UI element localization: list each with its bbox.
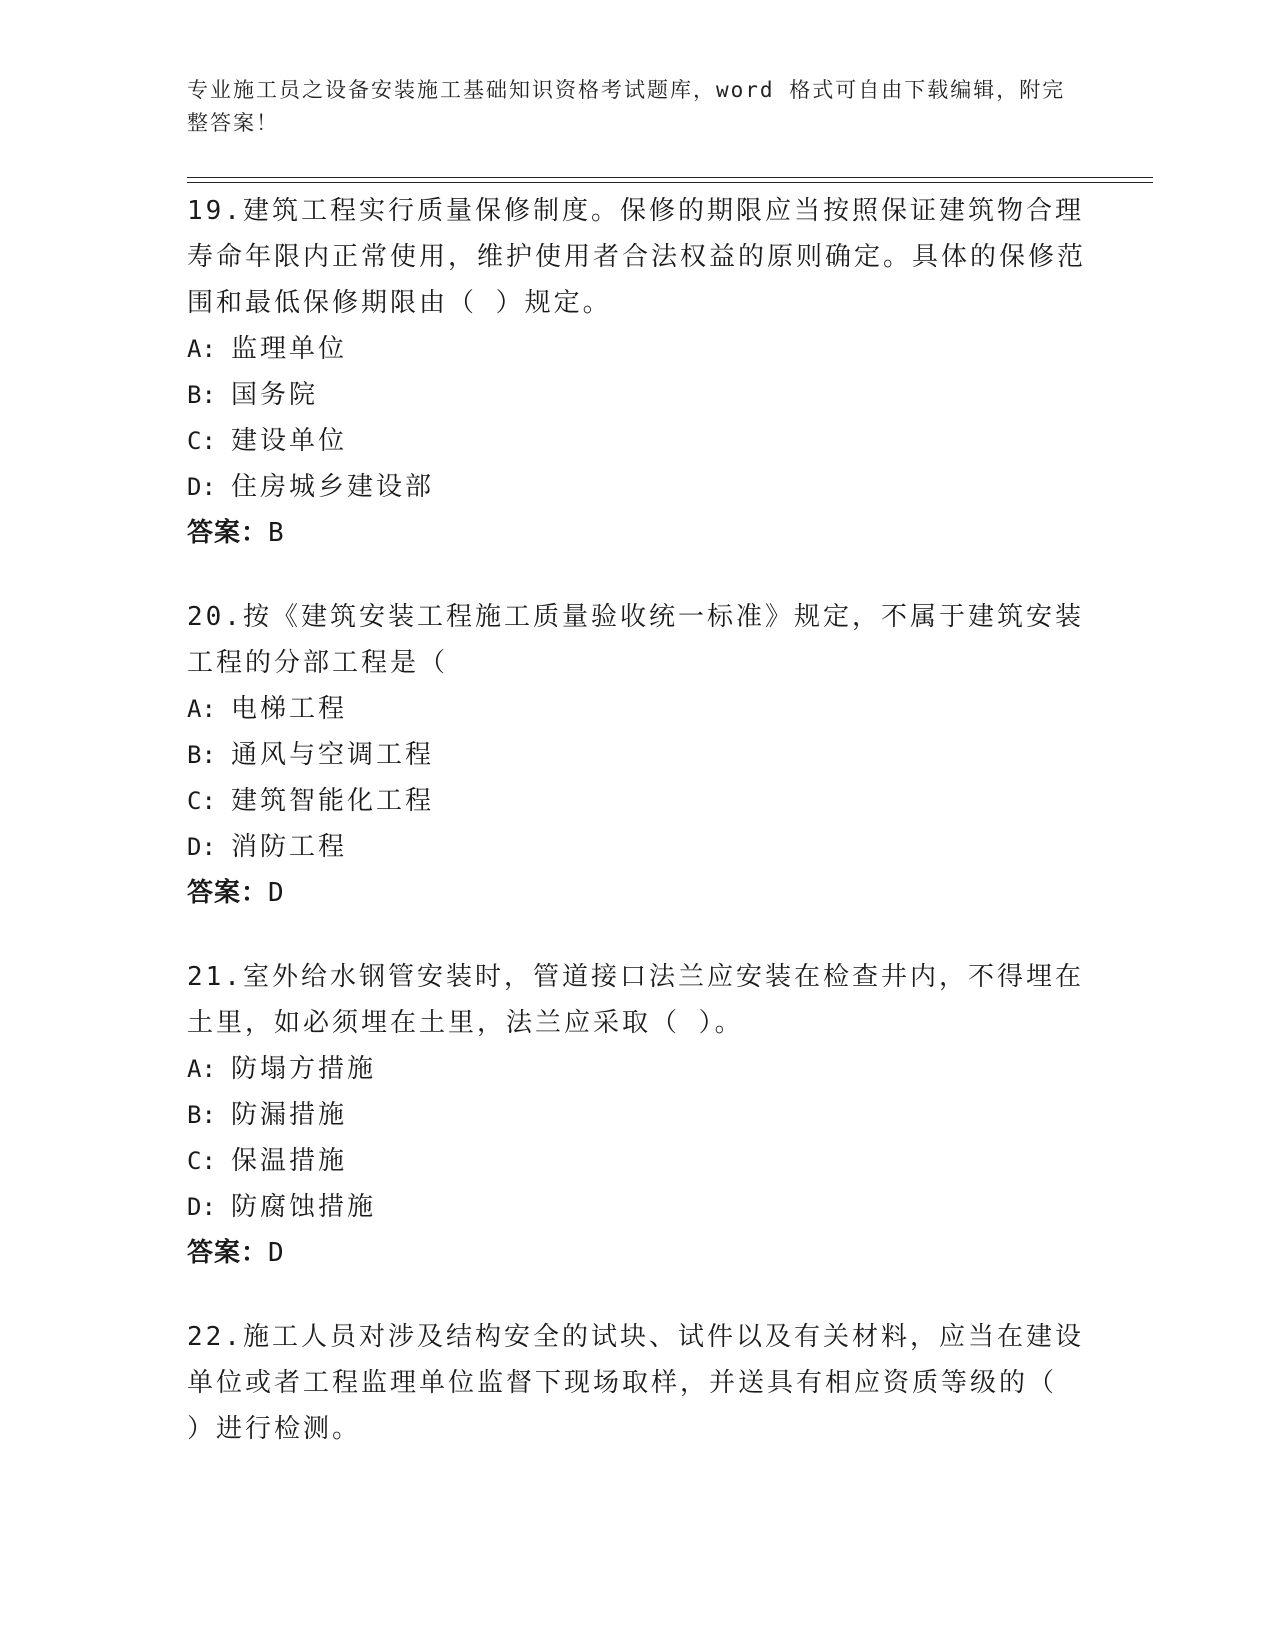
option-letter: A: [187, 335, 216, 363]
answer-value: B [268, 518, 285, 548]
question-text: 22.施工人员对涉及结构安全的试块、试件以及有关材料，应当在建设单位或者工程监理单位监督下现场取样，并送具有相应资质等级的（ ）进行检测。 [187, 1322, 1084, 1444]
option-letter: B: [187, 381, 216, 409]
option-letter: C: [187, 1147, 216, 1175]
option-d [187, 464, 1087, 510]
option-text: 防漏措施 [231, 1100, 348, 1130]
header-rule-top [187, 177, 1153, 178]
option-text: 电梯工程 [231, 694, 348, 724]
question-21 [187, 954, 1087, 1276]
question-19 [187, 188, 1087, 556]
answer-value: D [268, 878, 285, 908]
option-c [187, 778, 1087, 824]
option-c [187, 1138, 1087, 1184]
option-text: 监理单位 [231, 334, 348, 364]
option-text: 通风与空调工程 [231, 740, 435, 770]
question-list [187, 188, 1087, 1490]
option-letter: C: [187, 427, 216, 455]
option-text: 建筑智能化工程 [231, 786, 435, 816]
option-text: 保温措施 [231, 1146, 348, 1176]
option-text: 防腐蚀措施 [231, 1192, 377, 1222]
question-20 [187, 594, 1087, 916]
question-text: 20.按《建筑安装工程施工质量验收统一标准》规定，不属于建筑安装工程的分部工程是（ [187, 602, 1084, 678]
question-text: 19.建筑工程实行质量保修制度。保修的期限应当按照保证建筑物合理寿命年限内正常使用，维护使用者合法权益的原则确定。具体的保修范围和最低保修期限由（ ）规定。 [187, 196, 1087, 318]
option-c [187, 418, 1087, 464]
option-text: 国务院 [231, 380, 319, 410]
option-letter: D: [187, 1193, 216, 1221]
answer-label: 答案： [187, 878, 269, 908]
option-letter: D: [187, 833, 216, 861]
option-text: 住房城乡建设部 [231, 472, 435, 502]
option-letter: A: [187, 695, 216, 723]
option-d [187, 824, 1087, 870]
option-a [187, 686, 1087, 732]
answer-label: 答案： [187, 1238, 269, 1268]
question-text: 21.室外给水钢管安装时，管道接口法兰应安装在检查井内，不得埋在土里，如必须埋在土里，法兰应采取（ ）。 [187, 962, 1084, 1038]
option-b [187, 372, 1087, 418]
option-letter: D: [187, 473, 216, 501]
option-letter: C: [187, 787, 216, 815]
option-text: 建设单位 [231, 426, 348, 456]
answer-label: 答案： [187, 518, 269, 548]
option-a [187, 1046, 1087, 1092]
option-a [187, 326, 1087, 372]
option-d [187, 1184, 1087, 1230]
answer-line [187, 510, 1087, 556]
option-letter: B: [187, 741, 216, 769]
document-header: 专业施工员之设备安装施工基础知识资格考试题库，word 格式可自由下载编辑，附完整答案！ [187, 78, 1066, 135]
header-rule-bottom [187, 182, 1153, 183]
option-b [187, 732, 1087, 778]
question-22 [187, 1314, 1087, 1452]
option-b [187, 1092, 1087, 1138]
option-text: 消防工程 [231, 832, 348, 862]
answer-line [187, 1230, 1087, 1276]
answer-value: D [268, 1238, 285, 1268]
option-letter: B: [187, 1101, 216, 1129]
option-letter: A: [187, 1055, 216, 1083]
option-text: 防塌方措施 [231, 1054, 377, 1084]
answer-line [187, 870, 1087, 916]
